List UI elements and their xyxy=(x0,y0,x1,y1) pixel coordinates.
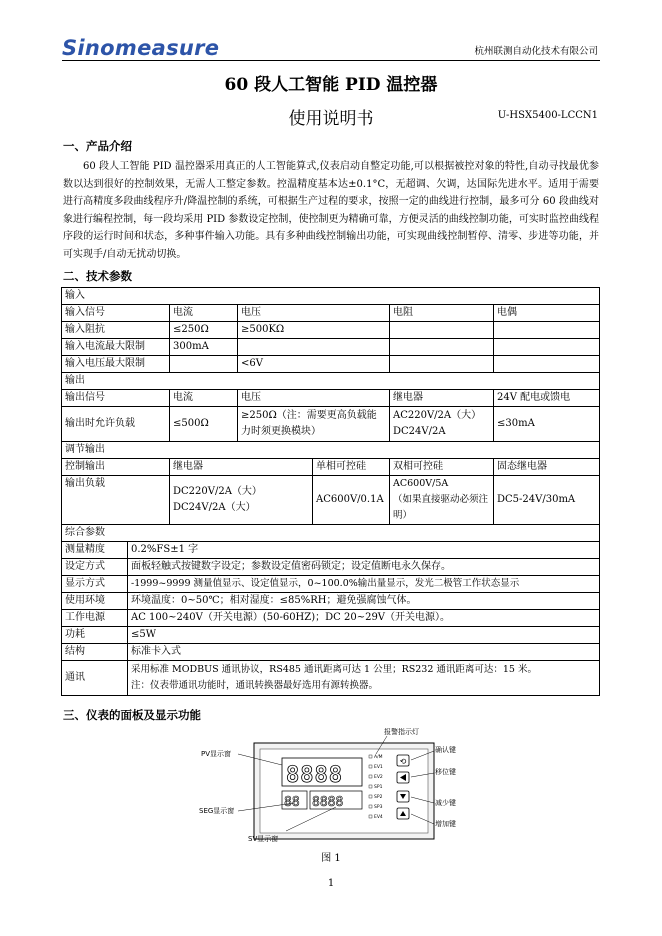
decrease-key-label: 减少键 xyxy=(435,799,456,807)
table-cell: 功耗 xyxy=(62,627,128,644)
table-cell: 输出时允许负载 xyxy=(62,407,170,442)
table-cell: -1999~9999 测量值显示、设定值显示，0~100.0%输出量显示，发光二极管工作状态显示 xyxy=(128,576,600,593)
header-divider xyxy=(62,60,600,61)
table-cell: 电流 xyxy=(170,390,238,407)
table-cell: 设定方式 xyxy=(62,559,128,576)
model-number: U-HSX5400-LCCN1 xyxy=(497,110,598,121)
table-cell: ≤250Ω xyxy=(170,322,238,339)
table-cell: 测量精度 xyxy=(62,542,128,559)
table-cell: ≤500Ω xyxy=(170,407,238,442)
table-cell: 电流 xyxy=(170,305,238,322)
table-row xyxy=(62,542,600,559)
indicator-label: SP1 xyxy=(374,785,383,790)
seg-window-label: SEG显示窗 xyxy=(199,807,235,815)
table-row xyxy=(62,339,600,356)
table-row xyxy=(62,322,600,339)
table-cell xyxy=(494,322,600,339)
table-row xyxy=(62,525,600,542)
cell-line: DC220V/2A（大） xyxy=(173,486,262,497)
table-cell: AC600V/0.1A xyxy=(313,476,390,525)
table-cell: 固态继电器 xyxy=(494,459,600,476)
table-row xyxy=(62,627,600,644)
table-cell xyxy=(128,661,600,696)
sv-digits: 8888 xyxy=(312,795,344,810)
table-cell: 通讯 xyxy=(62,661,128,696)
table-cell: 电偶 xyxy=(494,305,600,322)
table-cell: 输入电流最大限制 xyxy=(62,339,170,356)
table-cell: 工作电源 xyxy=(62,610,128,627)
table-cell: 电压 xyxy=(238,390,390,407)
key-shift[interactable] xyxy=(397,772,409,783)
group-header-output: 输出 xyxy=(62,373,600,390)
cell-line: AC220V/2A（大） xyxy=(393,410,482,421)
table-cell: 单相可控硅 xyxy=(313,459,390,476)
table-row xyxy=(62,442,600,459)
sinomeasure-logo: Sinomeasure xyxy=(62,36,220,60)
table-cell: ≥250Ω（注：需要更高负载能力时须更换模块） xyxy=(238,407,390,442)
table-cell: 继电器 xyxy=(170,459,313,476)
alarm-indicator-label: 报警指示灯 xyxy=(384,728,419,736)
table-cell: 控制输出 xyxy=(62,459,170,476)
table-cell xyxy=(390,339,494,356)
group-header-input: 输入 xyxy=(62,288,600,305)
table-cell: 双相可控硅 xyxy=(390,459,494,476)
pv-digits: 8888 xyxy=(286,763,343,788)
table-cell: 环境温度：0~50℃；相对湿度：≤85%RH；避免强腐蚀气体。 xyxy=(128,593,600,610)
section-heading-specs: 二、技术参数 xyxy=(63,269,132,283)
table-cell: 0.2%FS±1 字 xyxy=(128,542,600,559)
document-subtitle: 使用说明书 xyxy=(288,109,374,129)
cell-line: DC24V/2A xyxy=(393,426,446,437)
pv-window-label: PV显示窗 xyxy=(201,750,232,758)
indicator-label: EV2 xyxy=(374,775,383,780)
table-cell: ≤5W xyxy=(128,627,600,644)
table-cell: 24V 配电或馈电 xyxy=(494,390,600,407)
sv-window-label: SV显示窗 xyxy=(248,835,279,843)
table-row xyxy=(62,390,600,407)
table-row xyxy=(62,559,600,576)
table-cell xyxy=(170,476,313,525)
indicator-label: A/M xyxy=(374,755,383,760)
group-header-general: 综合参数 xyxy=(62,525,600,542)
section-heading-panel: 三、仪表的面板及显示功能 xyxy=(63,708,201,722)
table-row xyxy=(62,373,600,390)
indicator-label: EV1 xyxy=(374,765,383,770)
table-cell: ≤30mA xyxy=(494,407,600,442)
intro-paragraph: 60 段人工智能 PID 温控器采用真正的人工智能算式,仪表启动自整定功能,可以根据被控对象的特性,自动寻找最优参数以达到很好的控制效果，无需人工整定参数。控温精度基本达±0.1°C，无超调、欠调，达国际先进水平。适用于需要进行高精度多段曲线程序升/降温控制的系统，可根据生产过程的要求，按照一定的曲线进行控制，最多可分 60 段曲线对象进行编程控制，每一段均采用 PID 参数设定控制，使控制更为精确可靠，方便灵活的曲线控制功能，可实时监控曲线程序段的运行时间和状态，多种事件输入功能。具有多种曲线控制输出功能，可实现曲线控制暂停、清零、步进等功能，并可实现手/自动无扰动切换。 xyxy=(63,161,599,260)
table-cell: DC5-24V/30mA xyxy=(494,476,600,525)
table-cell xyxy=(238,339,390,356)
table-cell: 继电器 xyxy=(390,390,494,407)
table-row xyxy=(62,407,600,442)
table-cell: 面板轻触式按键数字设定；参数设定值密码锁定；设定值断电永久保存。 xyxy=(128,559,600,576)
document-title: 60 段人工智能 PID 温控器 xyxy=(224,75,438,95)
table-row xyxy=(62,661,600,696)
figure-caption: 图 1 xyxy=(321,853,341,864)
indicator-label: SP2 xyxy=(374,795,383,800)
table-cell: <6V xyxy=(238,356,390,373)
increase-key-label: 增加键 xyxy=(435,820,456,828)
section-heading-intro: 一、产品介绍 xyxy=(63,139,132,153)
instrument-panel-diagram xyxy=(198,727,458,845)
table-cell: ≥500KΩ xyxy=(238,322,390,339)
group-header-control: 调节输出 xyxy=(62,442,600,459)
table-row xyxy=(62,356,600,373)
table-cell xyxy=(494,356,600,373)
table-cell: 标准卡入式 xyxy=(128,644,600,661)
table-row xyxy=(62,476,600,525)
cell-line: AC600V/5A xyxy=(393,478,449,489)
indicator-label: SP3 xyxy=(374,805,383,810)
cell-line: 注：仪表带通讯功能时，通讯转换器最好选用有源转换器。 xyxy=(131,680,379,691)
intro-text xyxy=(63,158,599,263)
company-name: 杭州联测自动化技术有限公司 xyxy=(474,46,598,57)
table-row xyxy=(62,610,600,627)
table-cell: AC 100~240V（开关电源）(50-60HZ)；DC 20~29V（开关电源）。 xyxy=(128,610,600,627)
page-number: 1 xyxy=(327,878,335,889)
table-cell: 结构 xyxy=(62,644,128,661)
table-cell: 输出负载 xyxy=(62,476,170,525)
table-cell xyxy=(390,356,494,373)
table-cell: 输入阻抗 xyxy=(62,322,170,339)
table-cell xyxy=(494,339,600,356)
key-confirm[interactable] xyxy=(397,755,409,766)
table-row xyxy=(62,288,600,305)
cell-line: DC24V/2A（大） xyxy=(173,502,256,513)
table-cell: 输入电压最大限制 xyxy=(62,356,170,373)
cell-line: （如果直接驱动必须注明） xyxy=(393,494,489,521)
table-cell xyxy=(390,476,494,525)
confirm-key-icon: ⟲ xyxy=(399,757,407,766)
table-row xyxy=(62,644,600,661)
table-cell: 输出信号 xyxy=(62,390,170,407)
table-cell: 显示方式 xyxy=(62,576,128,593)
table-cell xyxy=(170,356,238,373)
table-row xyxy=(62,305,600,322)
table-cell: 电压 xyxy=(238,305,390,322)
table-row xyxy=(62,459,600,476)
table-row xyxy=(62,576,600,593)
table-cell: 使用环境 xyxy=(62,593,128,610)
key-increase[interactable] xyxy=(397,808,409,819)
table-cell: 输入信号 xyxy=(62,305,170,322)
indicator-label: EV4 xyxy=(374,815,383,820)
table-cell: 电阻 xyxy=(390,305,494,322)
table-cell xyxy=(390,322,494,339)
key-decrease[interactable] xyxy=(397,791,409,802)
table-cell xyxy=(390,407,494,442)
seg-digits: 88 xyxy=(284,795,300,810)
specs-table xyxy=(61,287,600,696)
cell-line: 采用标准 MODBUS 通讯协议，RS485 通讯距离可达 1 公里；RS232 通讯距离可达：15 米。 xyxy=(131,664,537,675)
shift-key-label: 移位键 xyxy=(435,768,456,776)
confirm-key-label: 确认键 xyxy=(435,746,456,754)
table-row xyxy=(62,593,600,610)
table-cell: 300mA xyxy=(170,339,238,356)
